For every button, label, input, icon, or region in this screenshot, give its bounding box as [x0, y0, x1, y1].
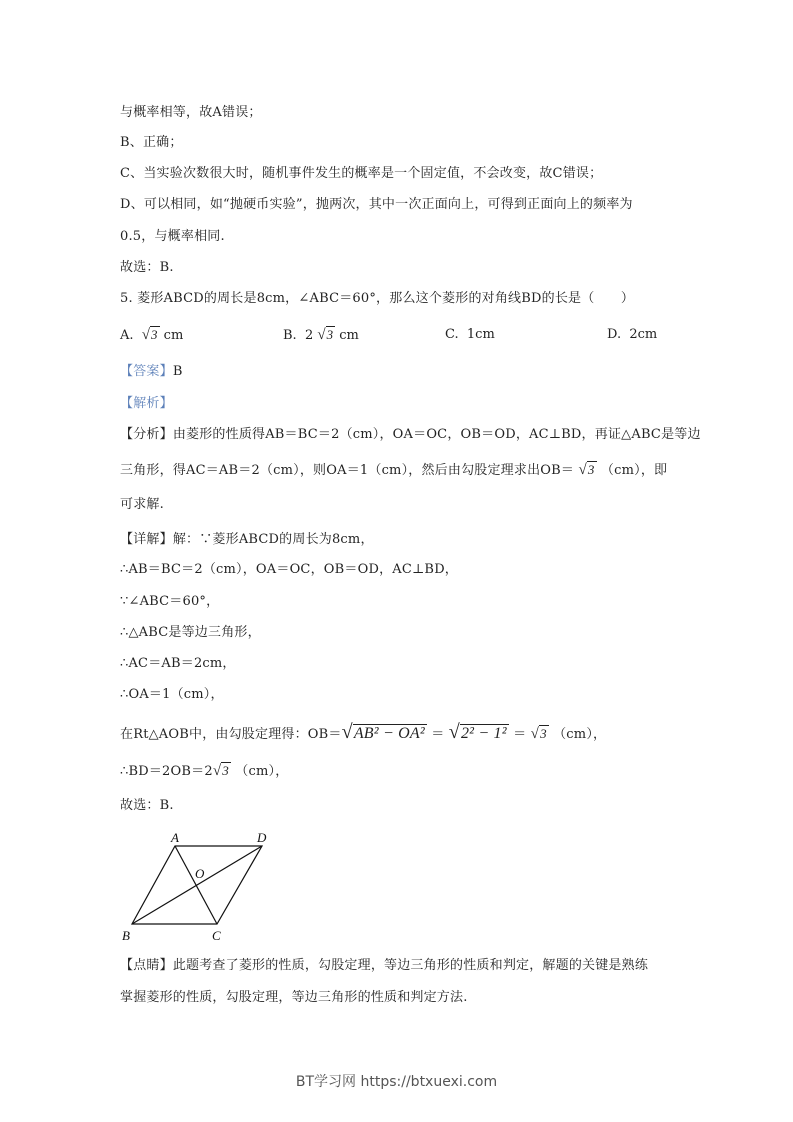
- option-c: C. 1cm: [445, 327, 495, 342]
- sqrt-result: √3: [530, 726, 547, 742]
- step-5: ∴OA＝1（cm），: [120, 687, 224, 702]
- option-d: D. 2cm: [607, 327, 658, 342]
- fenxi-tag: 【分析】: [120, 427, 173, 442]
- sqrt-symbol: √3: [141, 327, 158, 343]
- analysis-tag: 【解析】: [120, 396, 173, 411]
- sqrt-expression-1: √AB² − OA²: [341, 721, 425, 743]
- xiangjie-line-1: 【详解】解：∵菱形ABCD的周长为8cm，: [120, 532, 374, 547]
- fenxi-line-1: 【分析】由菱形的性质得AB＝BC＝2（cm），OA＝OC，OB＝OD，AC⊥BD，再证△ABC是等边: [120, 427, 701, 442]
- prev-line-5: 0.5，与概率相同.: [120, 229, 225, 244]
- label-o: O: [195, 866, 205, 881]
- prev-line-3: C、当实验次数很大时，随机事件发生的概率是一个固定值，不会改变，故C错误；: [120, 166, 603, 181]
- sqrt-symbol: √3: [578, 462, 595, 478]
- option-a: A. √3 cm: [120, 327, 184, 343]
- sqrt-symbol: √3: [317, 327, 334, 343]
- step-4: ∴AC＝AB＝2cm，: [120, 656, 236, 671]
- step-3: ∴△ABC是等边三角形，: [120, 625, 261, 640]
- label-a: A: [171, 830, 179, 845]
- prev-line-1: 与概率相等，故A错误；: [120, 105, 262, 120]
- prev-line-4: D、可以相同，如“抛硬币实验”，抛两次，其中一次正面向上，可得到正面向上的频率为: [120, 197, 633, 212]
- xiangjie-tag: 【详解】: [120, 532, 173, 547]
- rhombus-diagram: [118, 826, 288, 946]
- question-text: 菱形ABCD的周长是8cm，∠ABC＝60°，那么这个菱形的对角线BD的长是（ ）: [137, 291, 635, 306]
- sqrt-expression-2: √2² − 1²: [448, 721, 507, 743]
- footer-watermark: BT学习网 https://btxuexi.com: [295, 1074, 498, 1090]
- xiangjie-conclusion: 故选：B.: [120, 798, 174, 813]
- prev-line-2: B、正确；: [120, 135, 183, 150]
- diagonal-bd: [132, 846, 262, 924]
- bd-line: ∴BD＝2OB＝2√3 （cm），: [120, 763, 289, 779]
- label-d: D: [257, 830, 267, 845]
- answer-value: B: [172, 364, 183, 379]
- prev-conclusion: 故选：B.: [120, 260, 174, 275]
- option-b: B. 2 √3 cm: [283, 327, 359, 343]
- label-c: C: [212, 928, 221, 943]
- sqrt-symbol: √3: [212, 763, 229, 779]
- answer-line: [120, 363, 183, 381]
- label-b: B: [122, 928, 130, 943]
- answer-tag: 【答案】: [120, 364, 173, 379]
- fenxi-line-3: 可求解.: [120, 497, 164, 512]
- question-stem: [120, 290, 634, 308]
- fenxi-line-2: 三角形，得AC＝AB＝2（cm），则OA＝1（cm），然后由勾股定理求出OB＝ √3 （cm），即: [120, 462, 668, 478]
- dianjing-line-2: 掌握菱形的性质，勾股定理，等边三角形的性质和判定方法.: [120, 990, 468, 1005]
- question-number: 5.: [120, 291, 133, 306]
- step-1: ∴AB＝BC＝2（cm），OA＝OC，OB＝OD，AC⊥BD，: [120, 562, 459, 577]
- dianjing-tag: 【点睛】: [120, 958, 173, 973]
- pythagoras-line: 在Rt△AOB中，由勾股定理得：OB＝√AB² − OA² ＝ √2² − 1² ＝ √3 （cm），: [120, 720, 606, 747]
- step-2: ∵∠ABC＝60°，: [120, 594, 220, 609]
- dianjing-line-1: 【点睛】此题考查了菱形的性质，勾股定理，等边三角形的性质和判定，解题的关键是熟练: [120, 958, 649, 973]
